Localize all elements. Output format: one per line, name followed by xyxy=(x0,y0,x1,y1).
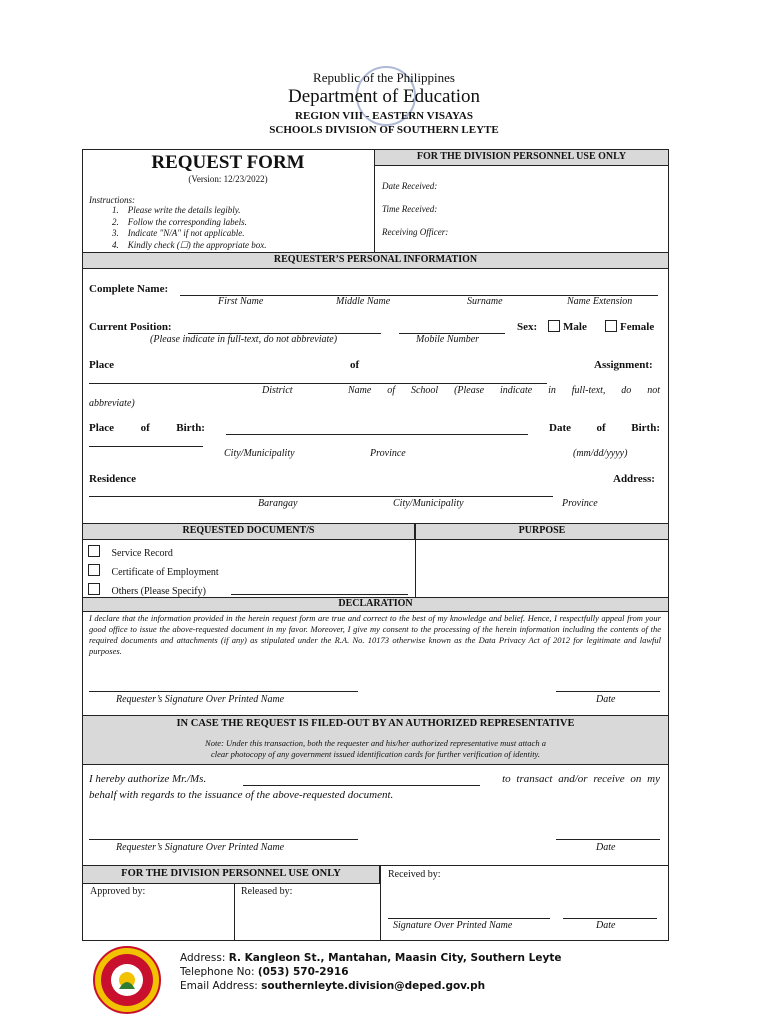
time-received-label: Time Received: xyxy=(382,204,438,214)
declaration-signature-caption: Requester’s Signature Over Printed Name xyxy=(116,694,285,705)
footer-telephone: Telephone No: (053) 570-2916 xyxy=(180,966,349,978)
instruction-item: 2. Follow the corresponding labels. xyxy=(112,216,247,227)
received-date-line[interactable] xyxy=(563,918,657,919)
received-signature-line[interactable] xyxy=(388,918,550,919)
barangay-caption: Barangay xyxy=(258,498,298,509)
others-checkbox[interactable] xyxy=(88,583,100,595)
instruction-item: 3. Indicate "N/A" if not applicable. xyxy=(112,228,245,238)
instructions-label: Instructions: xyxy=(89,195,135,205)
service-record-label: Service Record xyxy=(111,548,173,559)
representative-date-line[interactable] xyxy=(556,839,660,840)
header-region: REGION VIII - EASTERN VISAYAS xyxy=(295,110,473,122)
residence-province-caption: Province xyxy=(562,498,598,509)
others-specify-field[interactable] xyxy=(231,594,408,595)
name-extension-caption: Name Extension xyxy=(567,296,633,307)
district-caption: District xyxy=(262,385,293,396)
form-title: REQUEST FORM xyxy=(151,152,305,173)
purpose-field[interactable] xyxy=(417,542,667,596)
purpose-title: PURPOSE xyxy=(518,525,566,536)
approved-by-label: Approved by: xyxy=(90,886,146,897)
residence-address-field[interactable] xyxy=(89,496,553,497)
representative-date-caption: Date xyxy=(596,842,616,853)
declaration-title: DECLARATION xyxy=(338,598,413,609)
province-caption: Province xyxy=(370,448,406,459)
header-republic: Republic of the Philippines xyxy=(313,70,455,85)
city-municipality-caption: City/Municipality xyxy=(224,448,295,459)
received-signature-caption: Signature Over Printed Name xyxy=(393,920,513,931)
surname-caption: Surname xyxy=(467,296,503,307)
female-checkbox[interactable] xyxy=(605,320,617,332)
place-of-birth-field[interactable] xyxy=(226,434,528,435)
request-option[interactable] xyxy=(88,564,219,578)
others-label: Others (Please Specify) xyxy=(111,586,206,597)
division-seal-logo xyxy=(92,945,162,1015)
residence-label: Residence xyxy=(89,473,137,485)
female-label: Female xyxy=(620,321,655,333)
service-record-checkbox[interactable] xyxy=(88,545,100,557)
of-label: of xyxy=(350,359,360,371)
instruction-item: 1. Please write the details legibly. xyxy=(112,205,241,215)
address-label: Address: xyxy=(613,473,655,485)
place-of-birth-label: Place of Birth: xyxy=(89,422,205,434)
division-use-bottom-title: FOR THE DIVISION PERSONNEL USE ONLY xyxy=(121,868,341,879)
declaration-signature-line[interactable] xyxy=(89,691,358,692)
instruction-item: 4. Kindly check (☐) the appropriate box. xyxy=(112,239,267,250)
position-note: (Please indicate in full-text, do not abbreviate) xyxy=(150,334,338,345)
certificate-of-employment-checkbox[interactable] xyxy=(88,564,100,576)
representative-signature-line[interactable] xyxy=(89,839,358,840)
division-use-top-title: FOR THE DIVISION PERSONNEL USE ONLY xyxy=(416,151,627,162)
sex-label: Sex: xyxy=(517,321,538,333)
received-date-caption: Date xyxy=(596,920,616,931)
form-version: (Version: 12/23/2022) xyxy=(188,174,268,184)
declaration-date-line[interactable] xyxy=(556,691,660,692)
middle-name-caption: Middle Name xyxy=(336,296,391,307)
place-label: Place xyxy=(89,359,115,371)
requested-documents-title: REQUESTED DOCUMENT/S xyxy=(182,525,315,536)
school-note-line2: abbreviate) xyxy=(89,398,135,409)
date-received-label: Date Received: xyxy=(382,181,438,191)
released-by-label: Released by: xyxy=(241,886,293,897)
instructions-list xyxy=(112,205,266,251)
declaration-text: I declare that the information provided in the herein request form are true and correct to the best of my knowledge and belief. Hence, I respectfully appeal from your good office to issue the above-requested document in my favor. Moreover, I give my consent to the processing of the herein information including the contents of the required documents and attachments (if any) as stipulated under the R.A. No. 10173 otherwise known as the Data Privacy Act of 2012 for legitimate and lawful purposes. xyxy=(89,613,661,656)
header-division: SCHOOLS DIVISION OF SOUTHERN LEYTE xyxy=(269,124,499,136)
receiving-officer-label: Receiving Officer: xyxy=(382,227,449,237)
received-by-label: Received by: xyxy=(388,869,441,880)
footer-email: Email Address: southernleyte.division@deped.gov.ph xyxy=(180,980,486,992)
representative-signature-caption: Requester’s Signature Over Printed Name xyxy=(116,842,285,853)
place-of-assignment-field[interactable] xyxy=(89,383,547,384)
mobile-number-caption: Mobile Number xyxy=(416,334,480,345)
request-option[interactable] xyxy=(88,583,206,597)
certificate-of-employment-label: Certificate of Employment xyxy=(111,567,219,578)
representative-name-field[interactable] xyxy=(243,785,480,786)
personal-info-title: REQUESTER’S PERSONAL INFORMATION xyxy=(273,254,478,265)
authorize-prefix: I hereby authorize Mr./Ms. xyxy=(89,773,207,785)
assignment-label: Assignment: xyxy=(594,359,653,371)
authorize-suffix: to transact and/or receive on my xyxy=(502,773,660,785)
declaration-date-caption: Date xyxy=(596,694,616,705)
complete-name-label: Complete Name: xyxy=(89,283,169,295)
residence-city-caption: City/Municipality xyxy=(393,498,464,509)
date-of-birth-label: Date of Birth: xyxy=(549,422,660,434)
footer-contact xyxy=(180,951,561,993)
date-format-caption: (mm/dd/yyyy) xyxy=(573,448,628,459)
representative-note-line2: clear photocopy of any government issued identification cards for further verification of identity. xyxy=(210,749,540,759)
male-label: Male xyxy=(563,321,587,333)
header-department: Department of Education xyxy=(287,86,481,107)
representative-title: IN CASE THE REQUEST IS FILED-OUT BY AN AUTHORIZED REPRESENTATIVE xyxy=(176,718,575,729)
male-checkbox[interactable] xyxy=(548,320,560,332)
footer-address: Address: R. Kangleon St., Mantahan, Maasin City, Southern Leyte xyxy=(180,952,562,964)
first-name-caption: First Name xyxy=(218,296,264,307)
school-note-line1: Name of School (Please indicate in full-text, do not xyxy=(348,385,660,396)
request-option[interactable] xyxy=(88,545,173,559)
authorize-line2: behalf with regards to the issuance of the above-requested document. xyxy=(89,789,394,801)
representative-note-line1: Note: Under this transaction, both the requester and his/her authorized representative must attach a xyxy=(205,738,546,748)
current-position-label: Current Position: xyxy=(89,321,172,333)
